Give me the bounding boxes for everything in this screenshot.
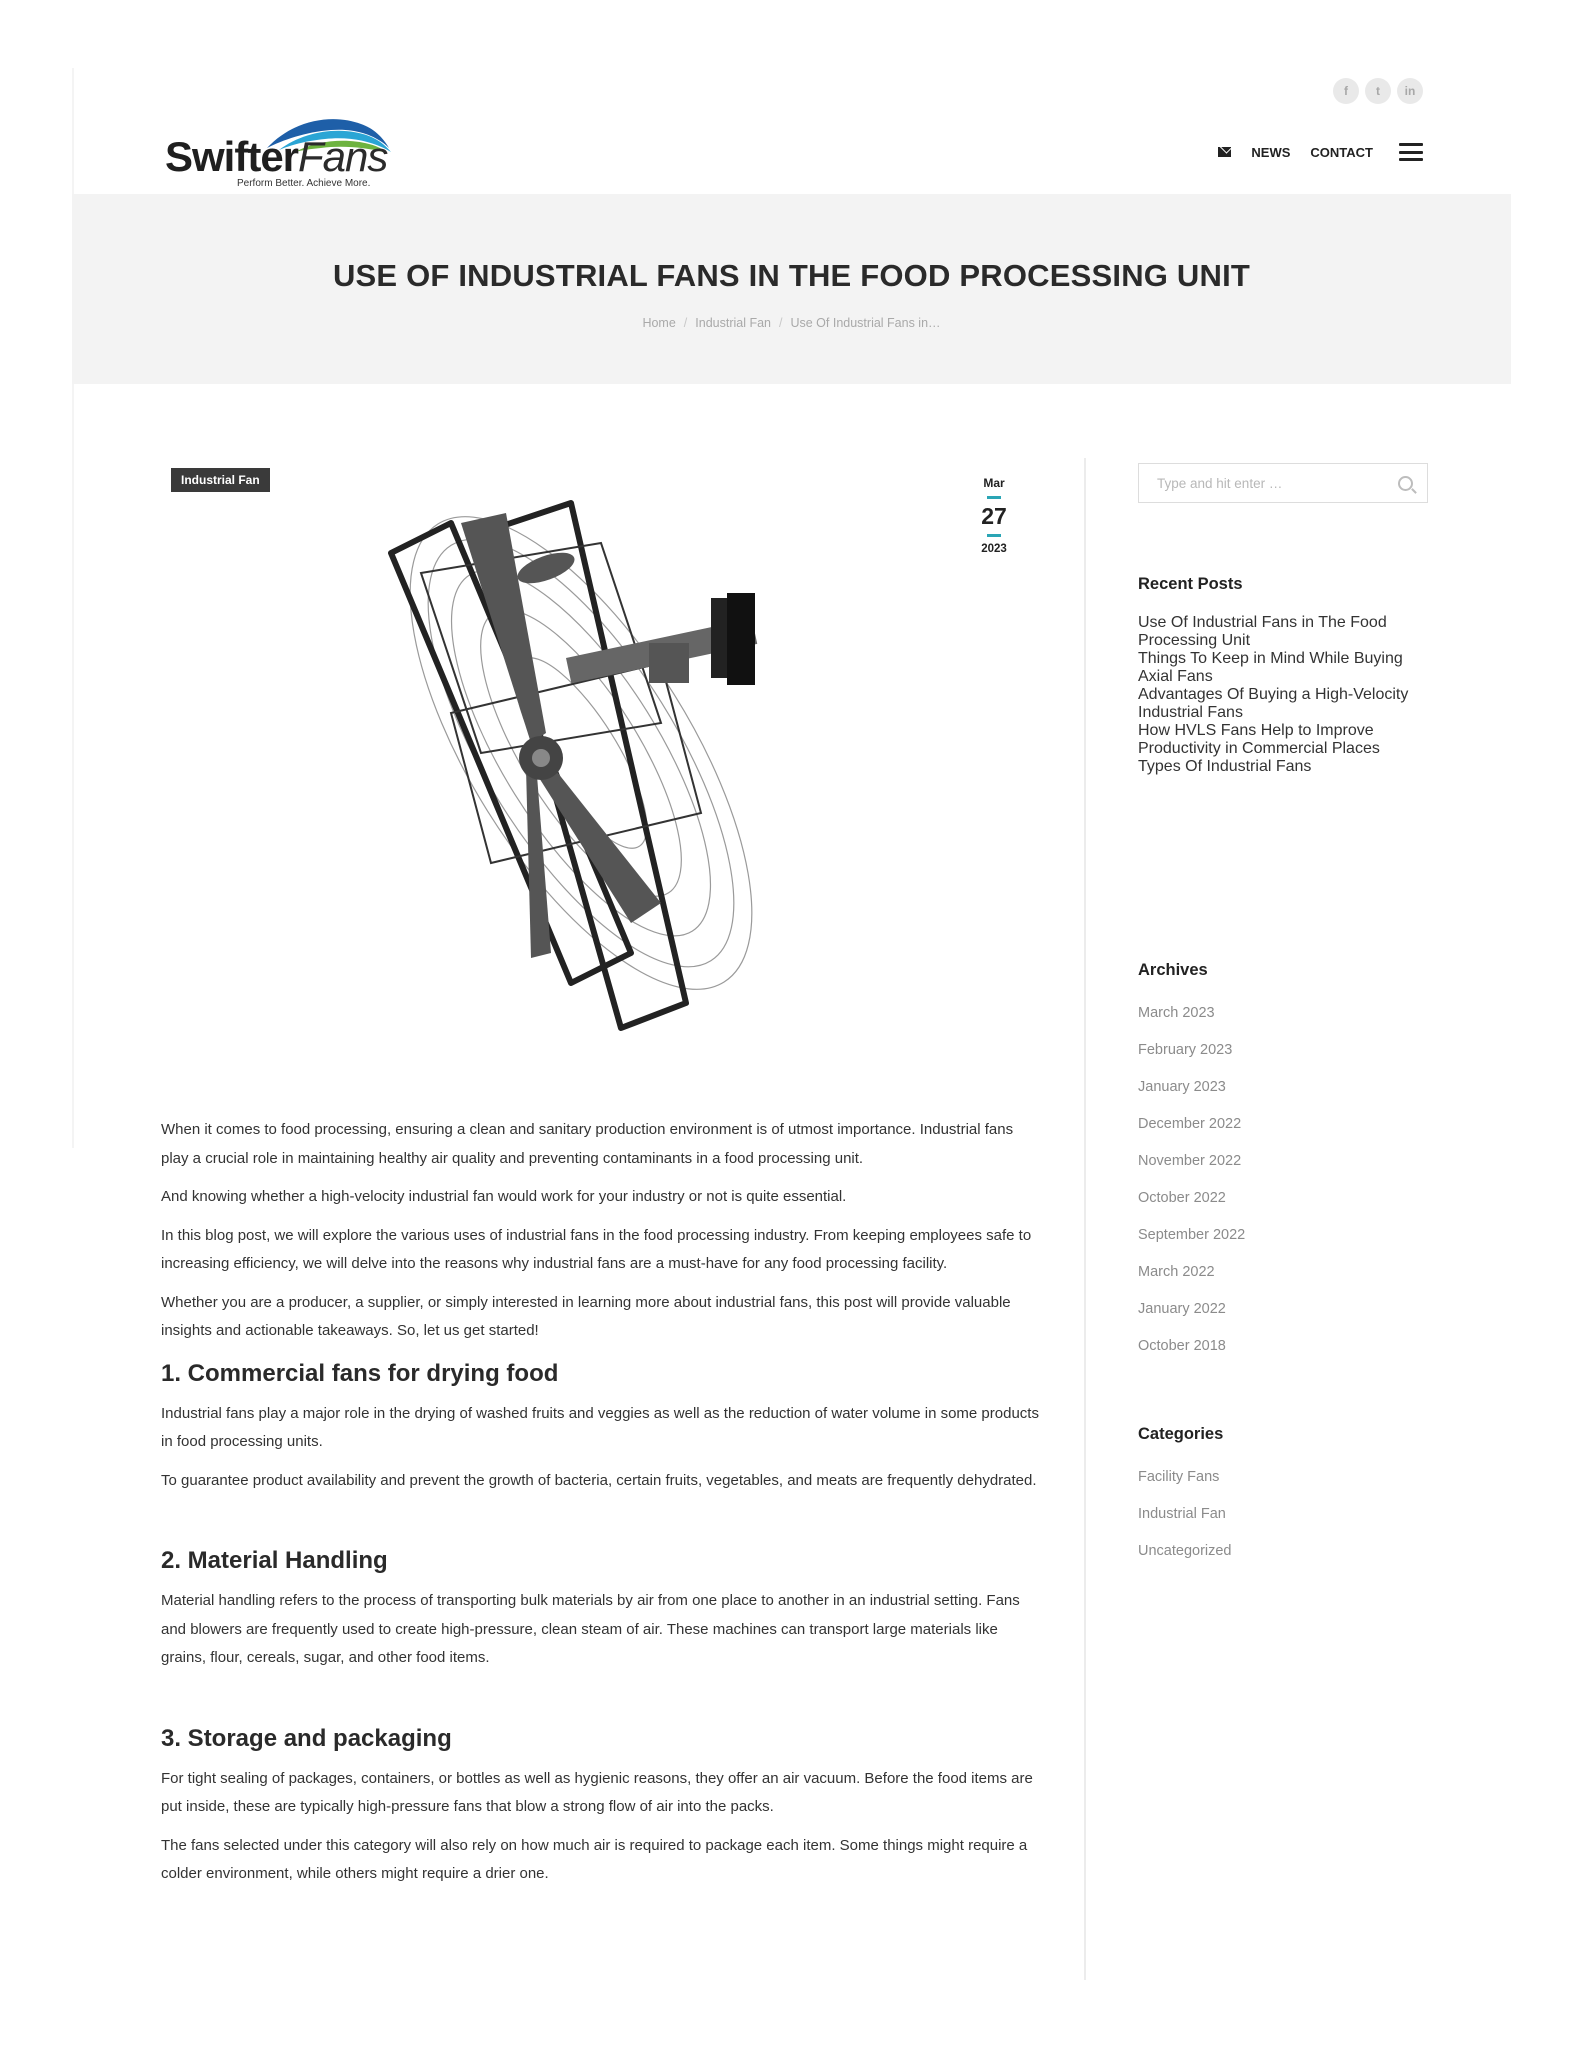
recent-posts-widget bbox=[1138, 575, 1428, 776]
breadcrumb-current: Use Of Industrial Fans in… bbox=[790, 316, 941, 330]
section-paragraph: To guarantee product availability and prevent the growth of bacteria, certain fruits, vegetables, and meats are frequently dehydrated. bbox=[161, 1471, 1037, 1489]
archive-link[interactable]: December 2022 bbox=[1138, 1116, 1242, 1132]
mail-icon[interactable] bbox=[1218, 147, 1231, 157]
site-logo[interactable] bbox=[165, 108, 400, 188]
archive-link[interactable]: November 2022 bbox=[1138, 1153, 1242, 1169]
article-body bbox=[161, 1116, 1041, 1899]
logo-tagline: Perform Better. Achieve More. bbox=[237, 178, 371, 189]
categories-list bbox=[1138, 1467, 1428, 1561]
section-heading: 1. Commercial fans for drying food bbox=[161, 1359, 559, 1387]
linkedin-icon[interactable]: in bbox=[1397, 78, 1423, 104]
industrial-fan-image bbox=[331, 483, 891, 1053]
category-link[interactable]: Industrial Fan bbox=[1138, 1506, 1226, 1522]
recent-post-link[interactable]: How HVLS Fans Help to Improve Productivity in Commercial Places bbox=[1138, 722, 1380, 757]
page-title: USE OF INDUSTRIAL FANS IN THE FOOD PROCESSING UNIT bbox=[332, 258, 1251, 293]
search-input[interactable] bbox=[1155, 475, 1379, 492]
recent-post-link[interactable]: Things To Keep in Mind While Buying Axial Fans bbox=[1138, 650, 1403, 685]
menu-icon-bar bbox=[1399, 151, 1423, 154]
recent-post-link[interactable]: Advantages Of Buying a High-Velocity Industrial Fans bbox=[1138, 686, 1409, 721]
category-link[interactable]: Facility Fans bbox=[1138, 1469, 1220, 1485]
widget-title: Categories bbox=[1138, 1425, 1224, 1443]
archive-link[interactable]: March 2022 bbox=[1138, 1264, 1215, 1280]
menu-icon-bar bbox=[1399, 158, 1423, 161]
intro-paragraph: In this blog post, we will explore the various uses of industrial fans in the food processing industry. From keeping employees safe to increasing efficiency, we will delve into the reasons why industrial fans are a must-have for any food processing facility. bbox=[161, 1226, 1032, 1272]
date-accent-bar bbox=[987, 496, 1001, 499]
breadcrumb-home[interactable]: Home bbox=[642, 316, 676, 330]
search-icon[interactable] bbox=[1398, 476, 1413, 491]
facebook-icon[interactable]: f bbox=[1333, 78, 1359, 104]
nav-contact[interactable]: CONTACT bbox=[1310, 144, 1373, 160]
section-paragraph: Industrial fans play a major role in the drying of washed fruits and veggies as well as the reduction of water volume in some products in food processing units. bbox=[161, 1404, 1039, 1450]
featured-image bbox=[161, 458, 1031, 1098]
section-paragraph: For tight sealing of packages, containers, or bottles as well as hygienic reasons, they offer an air vacuum. Before the food items are put inside, these are typically high-pressure fans that blow a strong flow of air into the packs. bbox=[161, 1769, 1033, 1815]
archive-link[interactable]: September 2022 bbox=[1138, 1227, 1246, 1243]
recent-post-link[interactable]: Use Of Industrial Fans in The Food Processing Unit bbox=[1138, 614, 1387, 649]
nav-news[interactable]: NEWS bbox=[1251, 144, 1291, 160]
section-heading: 2. Material Handling bbox=[161, 1547, 388, 1574]
categories-widget bbox=[1138, 1425, 1428, 1578]
menu-icon[interactable] bbox=[1399, 143, 1423, 161]
breadcrumb-category[interactable]: Industrial Fan bbox=[695, 316, 771, 330]
archive-link[interactable]: October 2018 bbox=[1138, 1338, 1226, 1354]
breadcrumb-separator: / bbox=[779, 316, 783, 330]
archive-link[interactable]: March 2023 bbox=[1138, 1005, 1215, 1021]
logo-wordmark bbox=[165, 133, 388, 180]
social-links bbox=[1333, 78, 1423, 104]
twitter-icon[interactable]: t bbox=[1365, 78, 1391, 104]
intro-paragraph: And knowing whether a high-velocity industrial fan would work for your industry or not is quite essential. bbox=[161, 1188, 847, 1205]
category-link[interactable]: Uncategorized bbox=[1138, 1543, 1232, 1559]
archive-link[interactable]: January 2022 bbox=[1138, 1301, 1226, 1317]
post-date-year: 2023 bbox=[981, 543, 1007, 555]
intro-paragraph: When it comes to food processing, ensuring a clean and sanitary production environment is of utmost importance. Industrial fans play a crucial role in maintaining healthy air quality and preventing contaminants in a food processing unit. bbox=[161, 1121, 1014, 1167]
widget-title: Archives bbox=[1138, 961, 1208, 979]
archives-widget bbox=[1138, 961, 1428, 1373]
archive-link[interactable]: February 2023 bbox=[1138, 1042, 1233, 1058]
section-paragraph: The fans selected under this category will also rely on how much air is required to package each item. Some things might require a colder environment, while others might require a drier one. bbox=[161, 1836, 1028, 1882]
archive-link[interactable]: January 2023 bbox=[1138, 1079, 1226, 1095]
menu-icon-bar bbox=[1399, 143, 1423, 146]
post-date-day: 27 bbox=[981, 503, 1007, 529]
logo-main: Swifter bbox=[165, 133, 299, 180]
recent-posts-list bbox=[1138, 614, 1428, 776]
section-paragraph: Material handling refers to the process of transporting bulk materials by air from one place to another in an industrial setting. Fans and blowers are frequently used to create high-pressure, clean steam of air. These machines can transport large materials like grains, flour, cereals, sugar, and other food items. bbox=[161, 1592, 1020, 1666]
search-box bbox=[1138, 463, 1428, 503]
intro-paragraph: Whether you are a producer, a supplier, or simply interested in learning more about industrial fans, this post will provide valuable insights and actionable takeaways. So, let us get started! bbox=[161, 1293, 1011, 1339]
post-date bbox=[971, 476, 1017, 555]
sidebar bbox=[1138, 463, 1428, 1559]
date-accent-bar bbox=[987, 534, 1001, 537]
category-badge[interactable]: Industrial Fan bbox=[171, 468, 270, 492]
archives-list bbox=[1138, 1003, 1428, 1356]
recent-post-link[interactable]: Types Of Industrial Fans bbox=[1138, 758, 1312, 775]
post-date-month: Mar bbox=[983, 476, 1005, 490]
section-heading: 3. Storage and packaging bbox=[161, 1724, 452, 1752]
archive-link[interactable]: October 2022 bbox=[1138, 1190, 1226, 1206]
main-nav bbox=[1218, 143, 1423, 161]
breadcrumb-separator: / bbox=[683, 316, 688, 330]
page-title-band bbox=[72, 194, 1511, 384]
logo-accent: Fans bbox=[298, 133, 388, 180]
content-sidebar-divider bbox=[1084, 458, 1086, 1980]
widget-title: Recent Posts bbox=[1138, 575, 1243, 593]
breadcrumb bbox=[72, 316, 1511, 330]
post-content bbox=[161, 458, 1031, 1098]
